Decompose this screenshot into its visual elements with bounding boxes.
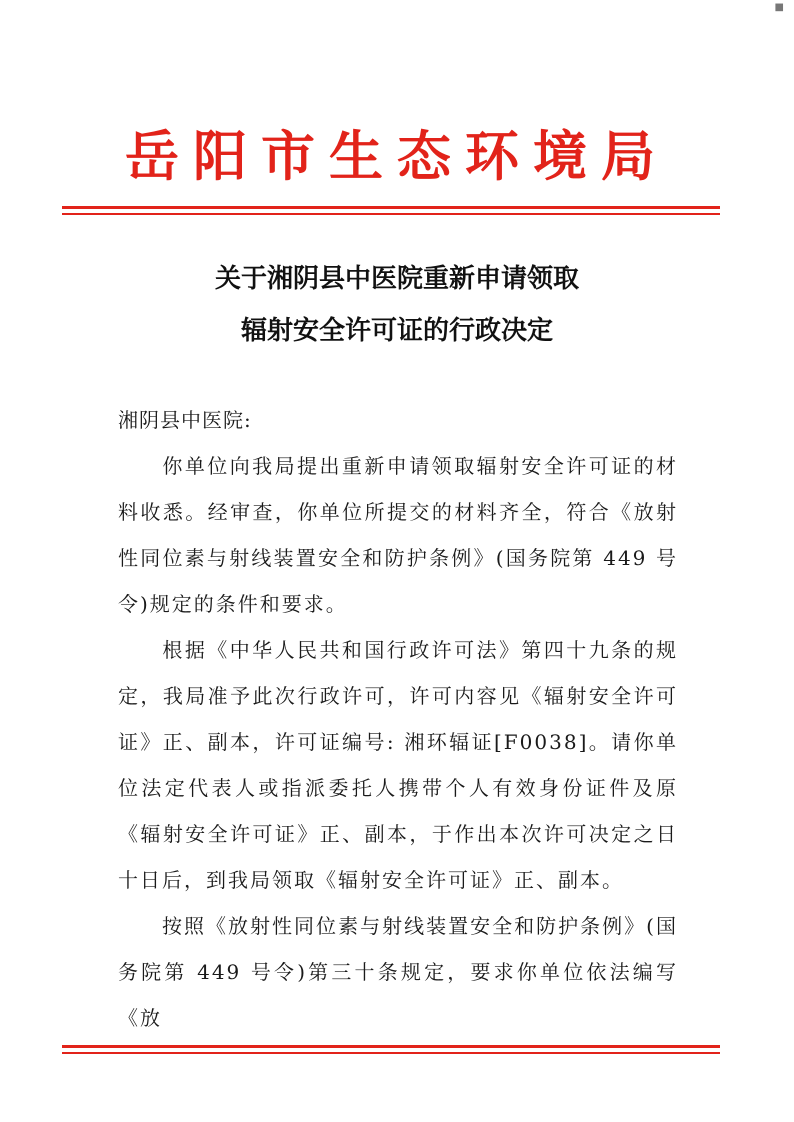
document-title-line2: 辐射安全许可证的行政决定	[240, 316, 553, 346]
letterhead-rule-thin	[62, 213, 720, 215]
letterhead-org-name: 岳阳市生态环境局	[125, 125, 669, 188]
document-title-line1: 关于湘阴县中医院重新申请领取	[214, 264, 579, 294]
corner-mark: ■	[774, 2, 784, 13]
paragraph-text: 根据《中华人民共和国行政许可法》第四十九条的规定，我局准予此次行政许可，许可内容见《辐射安全许可证》正、副本，许可证编号: 湘环辐证[F0038]。请你单位法定代表人或指派委托人携带个人有效身份证件及原《辐射安全许可证》正、副本，于作出本次许可决定之日十日后，到我局领取《辐射安全许可证》正、副本。	[118, 638, 678, 892]
footer-rule-thick	[62, 1045, 720, 1048]
body-paragraph-2	[118, 627, 678, 903]
body-paragraph-1	[118, 443, 678, 627]
body-paragraph-3	[118, 903, 678, 1041]
footer-rule-thin	[62, 1052, 720, 1054]
salutation: 湘阴县中医院:	[118, 408, 252, 432]
letterhead-rule-thick	[62, 206, 720, 209]
paragraph-text: 你单位向我局提出重新申请领取辐射安全许可证的材料收悉。经审查，你单位所提交的材料齐全，符合《放射性同位素与射线装置安全和防护条例》(国务院第 449 号令)规定的条件和要求。	[118, 454, 678, 616]
paragraph-text: 按照《放射性同位素与射线装置安全和防护条例》(国务院第 449 号令)第三十条规定，要求你单位依法编写《放	[118, 914, 678, 1030]
